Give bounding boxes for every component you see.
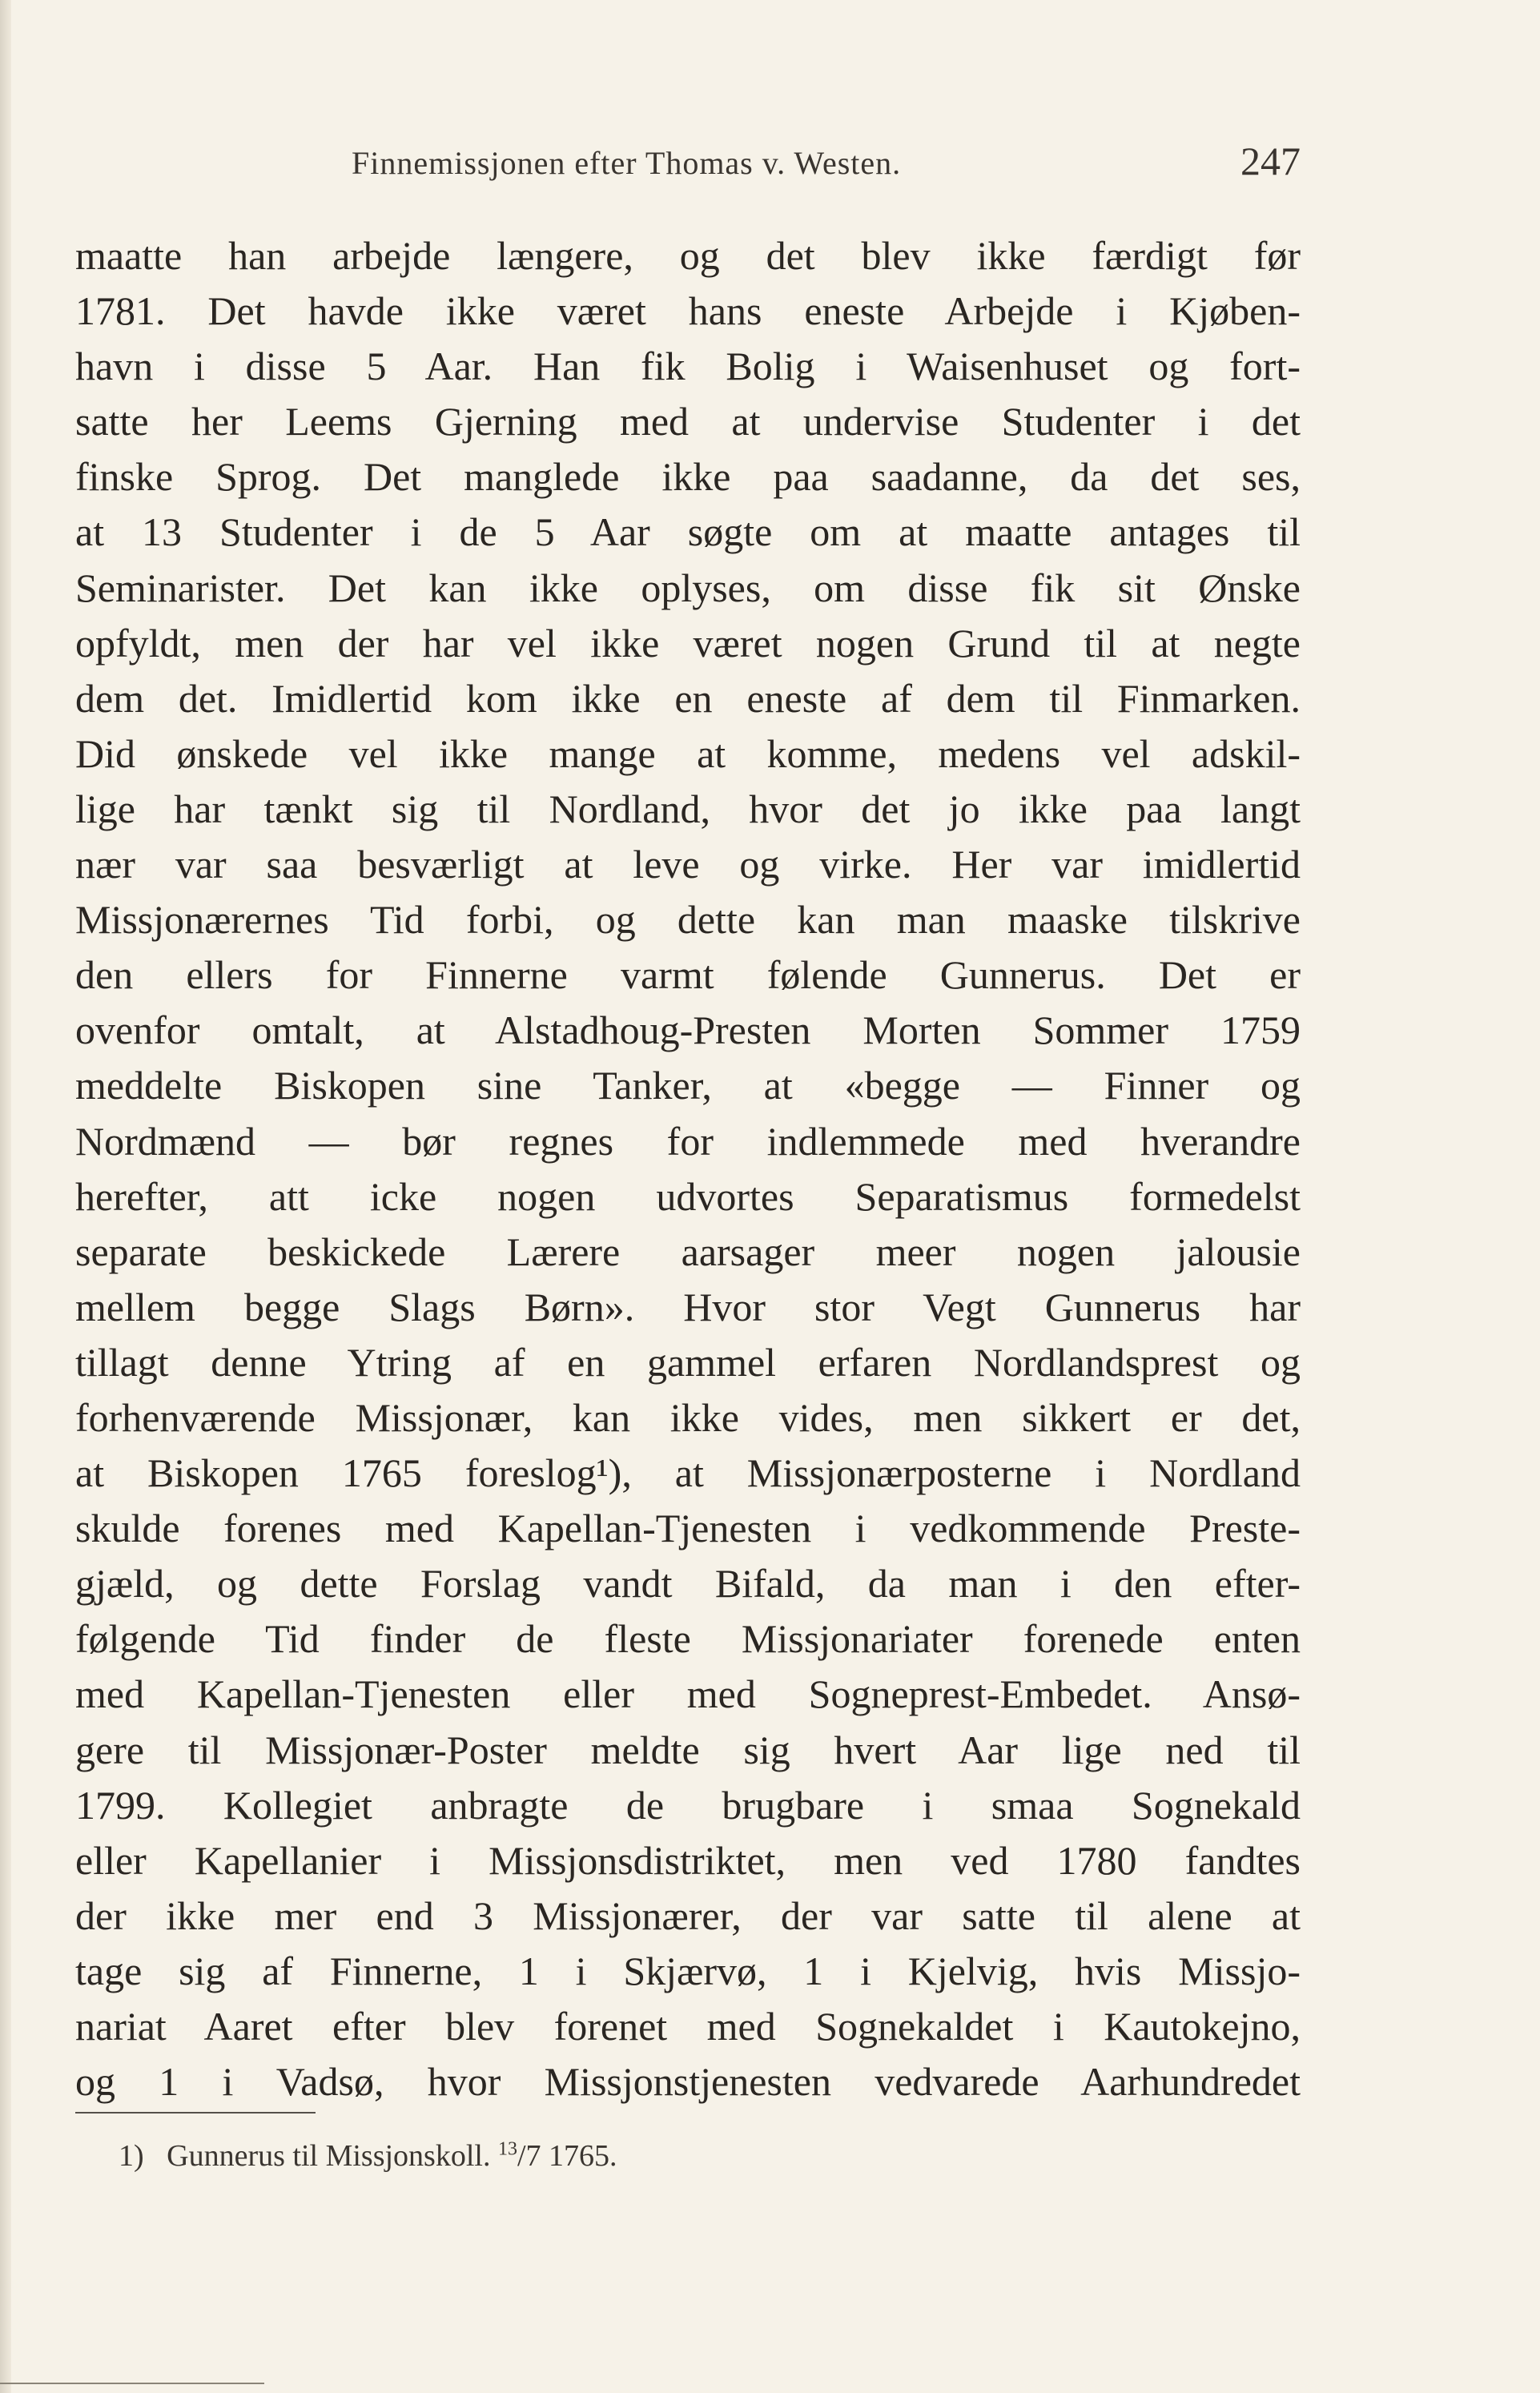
text-line: separate beskickede Lærere aarsager meer nogen jalousie [75,1229,1301,1274]
running-title: Finnemissjonen efter Thomas v. Westen. [352,145,902,181]
text-line: gere til Missjonær-Poster meldte sig hvert Aar lige ned til [75,1727,1301,1772]
text-line: 1781. Det havde ikke været hans eneste Arbejde i Kjøben- [75,288,1301,334]
body-text [75,228,1301,2109]
text-line: finske Sprog. Det manglede ikke paa saadanne, da det ses, [75,454,1301,500]
footnote-date-day: 13 [497,2138,517,2160]
text-line: tage sig af Finnerne, 1 i Skjærvø, 1 i Kjelvig, hvis Missjo- [75,1948,1301,1993]
text-line: herefter, att icke nogen udvortes Separatismus formedelst [75,1173,1301,1219]
text-line: nariat Aaret efter blev forenet med Sognekaldet i Kautokejno, [75,2004,1301,2049]
text-line: Seminarister. Det kan ikke oplyses, om disse fik sit Ønske [75,565,1301,610]
text-line: meddelte Biskopen sine Tanker, at «begge — Finner og [75,1063,1301,1108]
text-line: satte her Leems Gjerning med at undervise Studenter i det [75,399,1301,444]
text-line: lige har tænkt sig til Nordland, hvor det jo ikke paa langt [75,786,1301,831]
text-line: der ikke mer end 3 Missjonærer, der var satte til alene at [75,1892,1301,1938]
text-line: den ellers for Finnerne varmt følende Gunnerus. Det er [75,952,1301,998]
text-line: og 1 i Vadsø, hvor Missjonstjenesten vedvarede Aarhundredet [75,2059,1301,2105]
text-line: mellem begge Slags Børn». Hvor stor Vegt Gunnerus har [75,1284,1301,1329]
text-line: eller Kapellanier i Missjonsdistriktet, men ved 1780 fandtes [75,1837,1301,1883]
text-line: ovenfor omtalt, at Alstadhoug-Presten Morten Sommer 1759 [75,1007,1301,1053]
text-line: maatte han arbejde længere, og det blev ikke færdigt før [75,233,1301,278]
text-line: 1799. Kollegiet anbragte de brugbare i smaa Sognekald [75,1782,1301,1828]
footnote [119,2138,617,2174]
footnote-year: 1765. [549,2139,617,2173]
text-line: forhenværende Missjonær, kan ikke vides, men sikkert er det, [75,1394,1301,1440]
bottom-rule [0,2383,264,2384]
page-header [75,138,1301,194]
text-line: Missjonærernes Tid forbi, og dette kan man maaske tilskrive [75,897,1301,943]
text-line: følgende Tid finder de fleste Missjonariater forenede enten [75,1616,1301,1662]
text-line: at Biskopen 1765 foreslog¹), at Missjonærposterne i Nordland [75,1450,1301,1496]
text-line: havn i disse 5 Aar. Han fik Bolig i Waisenhuset og fort- [75,344,1301,389]
text-line: dem det. Imidlertid kom ikke en eneste af dem til Finmarken. [75,675,1301,721]
text-line: tillagt denne Ytring af en gammel erfaren Nordlandsprest og [75,1339,1301,1385]
text-line: Nordmænd — bør regnes for indlemmede med hverandre [75,1118,1301,1164]
text-line: skulde forenes med Kapellan-Tjenesten i vedkommende Preste- [75,1506,1301,1551]
text-line: Did ønskede vel ikke mange at komme, medens vel adskil- [75,730,1301,776]
footnote-marker: 1) [119,2139,144,2173]
footnote-date-month: /7 [517,2139,541,2173]
footnote-rule [75,2112,316,2113]
footnote-text: Gunnerus til Missjonskoll. [167,2139,491,2173]
text-line: nær var saa besværligt at leve og virke. Her var imidlertid [75,842,1301,887]
text-line: gjæld, og dette Forslag vandt Bifald, da man i den efter- [75,1561,1301,1607]
text-line: opfyldt, men der har vel ikke været nogen Grund til at negte [75,620,1301,666]
text-line: at 13 Studenter i de 5 Aar søgte om at maatte antages til [75,509,1301,555]
text-line: med Kapellan-Tjenesten eller med Sogneprest-Embedet. Ansø- [75,1671,1301,1717]
page-left-edge [0,0,11,2393]
page-number: 247 [1240,139,1301,183]
